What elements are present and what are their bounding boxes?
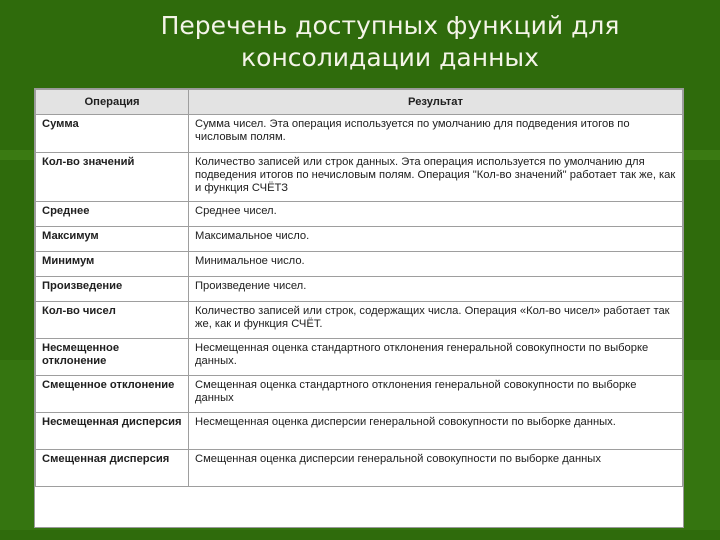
operation-cell: Сумма bbox=[36, 115, 189, 153]
title-line-2: консолидации данных bbox=[241, 43, 539, 72]
header-result: Результат bbox=[189, 90, 683, 115]
slide-title bbox=[0, 10, 720, 74]
table-header-row bbox=[36, 90, 683, 115]
result-cell: Смещенная оценка дисперсии генеральной совокупности по выборке данных bbox=[189, 450, 683, 487]
result-cell: Максимальное число. bbox=[189, 227, 683, 252]
operation-cell: Среднее bbox=[36, 202, 189, 227]
operation-cell: Минимум bbox=[36, 252, 189, 277]
result-cell: Произведение чисел. bbox=[189, 277, 683, 302]
title-line-1: Перечень доступных функций для bbox=[160, 11, 620, 40]
result-cell: Минимальное число. bbox=[189, 252, 683, 277]
operation-cell: Произведение bbox=[36, 277, 189, 302]
header-operation: Операция bbox=[36, 90, 189, 115]
table-row bbox=[36, 339, 683, 376]
table-row bbox=[36, 227, 683, 252]
operation-cell: Смещенное отклонение bbox=[36, 376, 189, 413]
result-cell: Несмещенная оценка стандартного отклонения генеральной совокупности по выборке данных. bbox=[189, 339, 683, 376]
table-row bbox=[36, 376, 683, 413]
result-cell: Количество записей или строк, содержащих числа. Операция «Кол-во чисел» работает так же, как и функция СЧЁТ. bbox=[189, 302, 683, 339]
result-cell: Сумма чисел. Эта операция используется по умолчанию для подведения итогов по числовым полям. bbox=[189, 115, 683, 153]
operation-cell: Несмещенное отклонение bbox=[36, 339, 189, 376]
operation-cell: Максимум bbox=[36, 227, 189, 252]
result-cell: Несмещенная оценка дисперсии генеральной совокупности по выборке данных. bbox=[189, 413, 683, 450]
operation-cell: Кол-во чисел bbox=[36, 302, 189, 339]
result-cell: Среднее чисел. bbox=[189, 202, 683, 227]
table-row bbox=[36, 115, 683, 153]
table-row bbox=[36, 413, 683, 450]
table-row bbox=[36, 277, 683, 302]
operation-cell: Смещенная дисперсия bbox=[36, 450, 189, 487]
result-cell: Количество записей или строк данных. Эта операция используется по умолчанию для подведения итогов по нечисловым полям. Операция "Кол-во значений" работает так же, как и функция СЧЁТЗ bbox=[189, 153, 683, 202]
functions-table bbox=[35, 89, 683, 487]
table-row bbox=[36, 302, 683, 339]
table-row bbox=[36, 450, 683, 487]
functions-table-container bbox=[34, 88, 684, 528]
operation-cell: Кол-во значений bbox=[36, 153, 189, 202]
result-cell: Смещенная оценка стандартного отклонения генеральной совокупности по выборке данных bbox=[189, 376, 683, 413]
table-row bbox=[36, 202, 683, 227]
table-row bbox=[36, 252, 683, 277]
operation-cell: Несмещенная дисперсия bbox=[36, 413, 189, 450]
table-row bbox=[36, 153, 683, 202]
